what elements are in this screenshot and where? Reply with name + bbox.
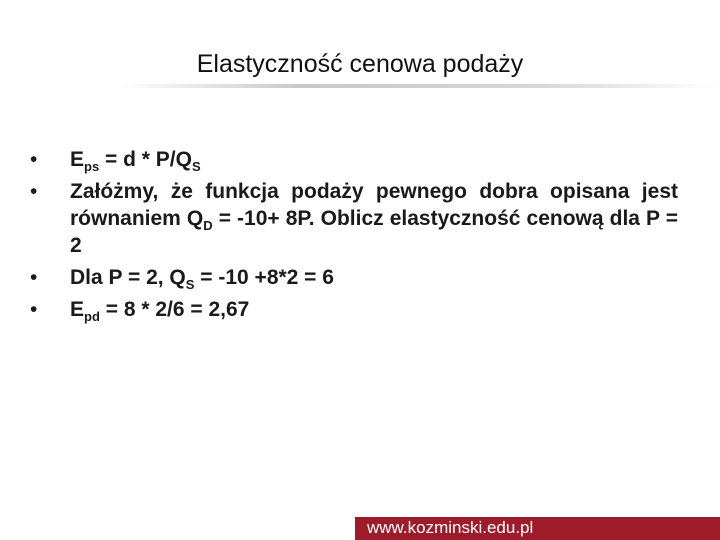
bullet-text-part: = -10 +8*2 = 6 [194, 266, 334, 289]
bullet-text-part: = -10+ 8P. Oblicz elastyczność cenową dla P = 2 [70, 207, 678, 257]
bullet-text-part: E [70, 148, 85, 171]
slide-title: Elastyczność cenowa podaży [196, 50, 524, 78]
bullet-text [70, 180, 678, 257]
bullet-dot-icon: • [30, 148, 38, 171]
title-underline [120, 84, 720, 88]
bullet-dot-icon: • [30, 180, 38, 203]
bullet-text [70, 148, 201, 174]
subscript: ps [84, 159, 100, 174]
bullet-text-part: Dla P = 2, Q [70, 266, 186, 289]
subscript: D [203, 218, 213, 233]
bullet-item [28, 146, 678, 173]
bullet-text-part: E [70, 298, 85, 321]
subscript: pd [84, 309, 100, 324]
bullet-item [28, 178, 678, 259]
bullet-text-part: = 8 * 2/6 = 2,67 [99, 298, 250, 321]
subscript: S [191, 159, 201, 174]
bullet-text [70, 298, 250, 324]
bullet-text-part: = d * P/Q [99, 148, 192, 171]
bullet-item [28, 264, 678, 291]
bullet-text [70, 266, 334, 292]
bullet-list [28, 146, 678, 328]
bullet-dot-icon: • [30, 298, 38, 321]
bullet-text-part: Załóżmy, że funkcja podaży pewnego dobra opisana jest równaniem Q [70, 180, 678, 230]
bullet-dot-icon: • [30, 266, 38, 289]
footer-bar [355, 517, 720, 540]
subscript: S [185, 277, 195, 292]
bullet-item [28, 296, 678, 323]
footer-url-link[interactable]: www.kozminski.edu.pl [367, 518, 534, 537]
